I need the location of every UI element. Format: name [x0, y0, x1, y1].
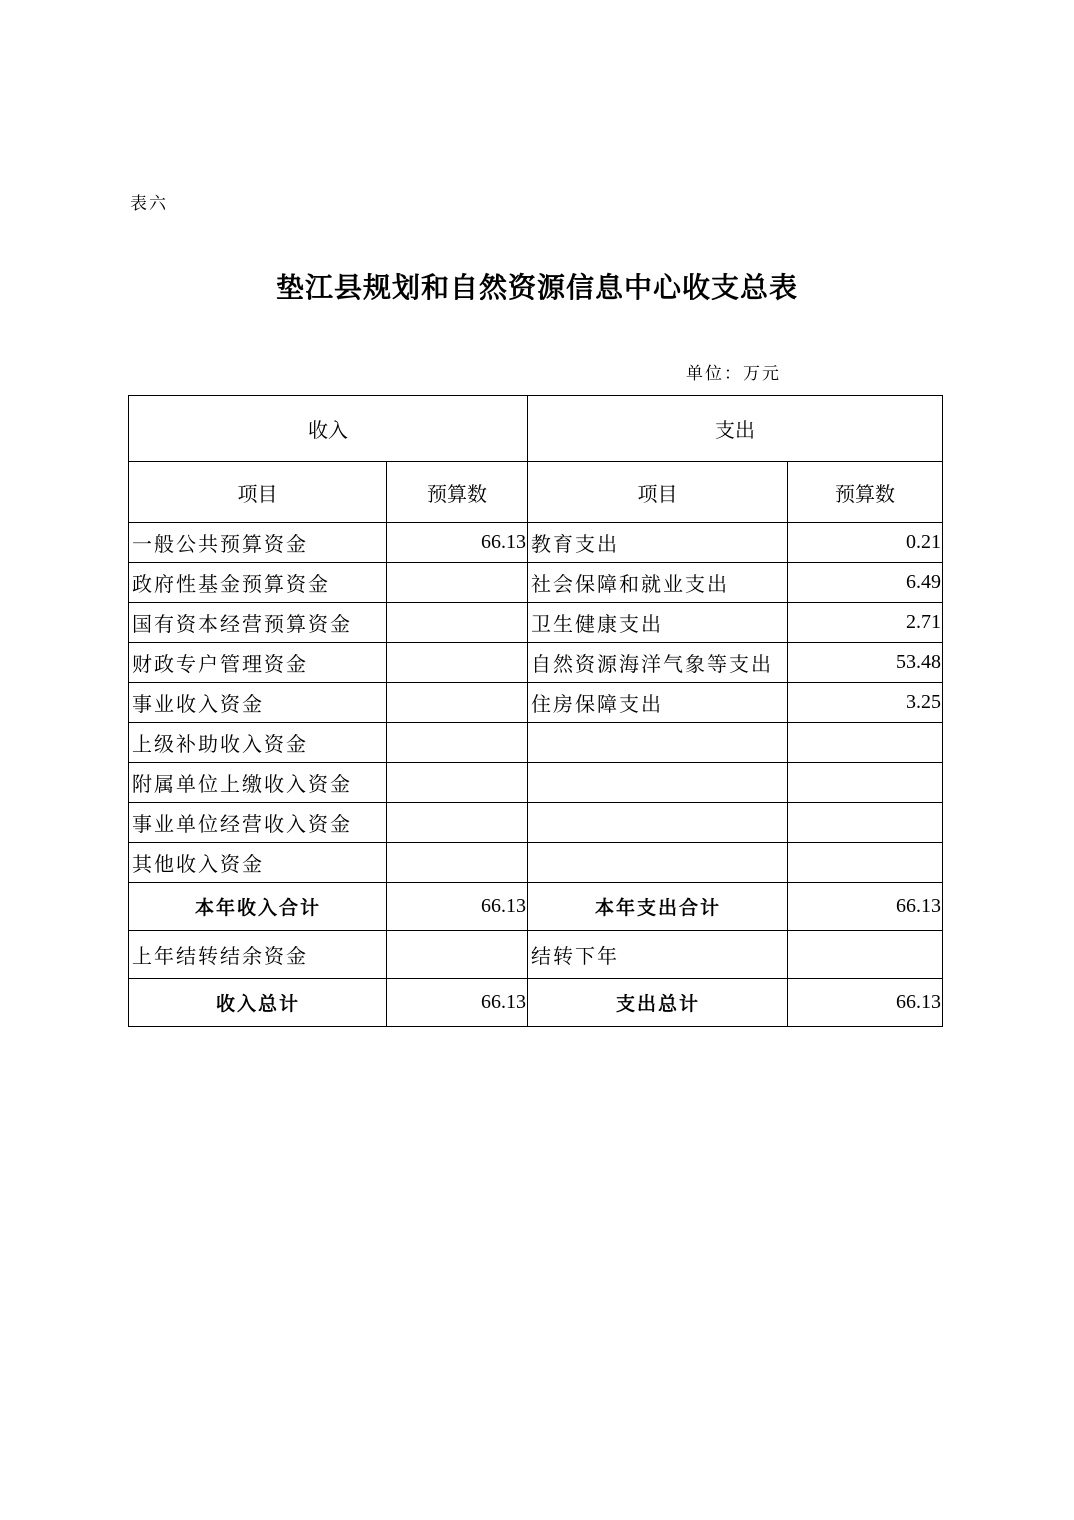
- grand-total-row: [129, 979, 943, 1027]
- income-item: 财政专户管理资金: [129, 643, 387, 683]
- expense-item: 教育支出: [528, 523, 788, 563]
- expense-amount-header: 预算数: [788, 462, 943, 523]
- carry-forward-amount: [788, 931, 943, 979]
- expense-section-header: 支出: [528, 396, 943, 462]
- expense-amount: 2.71: [788, 603, 943, 643]
- section-header-row: [129, 396, 943, 462]
- table-row: [129, 563, 943, 603]
- income-amount: [387, 643, 528, 683]
- page-title: 垫江县规划和自然资源信息中心收支总表: [275, 271, 798, 304]
- expense-amount: 0.21: [788, 523, 943, 563]
- table-row: [129, 763, 943, 803]
- year-total-row: [129, 883, 943, 931]
- table-row: [129, 803, 943, 843]
- prior-year-carryover-amount: [387, 931, 528, 979]
- expense-amount: [788, 723, 943, 763]
- expense-item: [528, 763, 788, 803]
- expense-item: [528, 843, 788, 883]
- expense-amount: 53.48: [788, 643, 943, 683]
- income-amount: [387, 603, 528, 643]
- expense-amount: [788, 803, 943, 843]
- column-header-row: [129, 462, 943, 523]
- expense-amount: [788, 843, 943, 883]
- table-row: [129, 603, 943, 643]
- year-income-total-label: 本年收入合计: [129, 883, 387, 931]
- income-item: 事业单位经营收入资金: [129, 803, 387, 843]
- income-item: 政府性基金预算资金: [129, 563, 387, 603]
- income-item: 附属单位上缴收入资金: [129, 763, 387, 803]
- carry-forward-label: 结转下年: [528, 931, 788, 979]
- expense-item: 社会保障和就业支出: [528, 563, 788, 603]
- table-row: [129, 723, 943, 763]
- expense-amount: 6.49: [788, 563, 943, 603]
- income-amount: [387, 563, 528, 603]
- income-item: 一般公共预算资金: [129, 523, 387, 563]
- expense-amount: 3.25: [788, 683, 943, 723]
- income-item: 上级补助收入资金: [129, 723, 387, 763]
- income-grand-total-label: 收入总计: [129, 979, 387, 1027]
- expense-item: 住房保障支出: [528, 683, 788, 723]
- expense-item: 卫生健康支出: [528, 603, 788, 643]
- year-expense-total-label: 本年支出合计: [528, 883, 788, 931]
- table-row: [129, 643, 943, 683]
- table-label: 表六: [130, 194, 168, 214]
- income-amount: 66.13: [387, 523, 528, 563]
- expense-grand-total-label: 支出总计: [528, 979, 788, 1027]
- year-expense-total-amount: 66.13: [788, 883, 943, 931]
- prior-year-carryover-label: 上年结转结余资金: [129, 931, 387, 979]
- expense-item-header: 项目: [528, 462, 788, 523]
- table-row: [129, 683, 943, 723]
- carryover-row: [129, 931, 943, 979]
- income-amount: [387, 723, 528, 763]
- income-grand-total-amount: 66.13: [387, 979, 528, 1027]
- expense-amount: [788, 763, 943, 803]
- expense-item: [528, 723, 788, 763]
- income-item: 国有资本经营预算资金: [129, 603, 387, 643]
- income-amount: [387, 763, 528, 803]
- expense-grand-total-amount: 66.13: [788, 979, 943, 1027]
- table-row: [129, 523, 943, 563]
- income-item-header: 项目: [129, 462, 387, 523]
- income-amount: [387, 843, 528, 883]
- expense-item: 自然资源海洋气象等支出: [528, 643, 788, 683]
- income-item: 其他收入资金: [129, 843, 387, 883]
- expense-item: [528, 803, 788, 843]
- income-amount: [387, 803, 528, 843]
- table-row: [129, 843, 943, 883]
- budget-summary-table: [128, 395, 943, 1027]
- income-section-header: 收入: [129, 396, 528, 462]
- income-item: 事业收入资金: [129, 683, 387, 723]
- year-income-total-amount: 66.13: [387, 883, 528, 931]
- unit-label: 单位：万元: [686, 364, 781, 384]
- income-amount: [387, 683, 528, 723]
- income-amount-header: 预算数: [387, 462, 528, 523]
